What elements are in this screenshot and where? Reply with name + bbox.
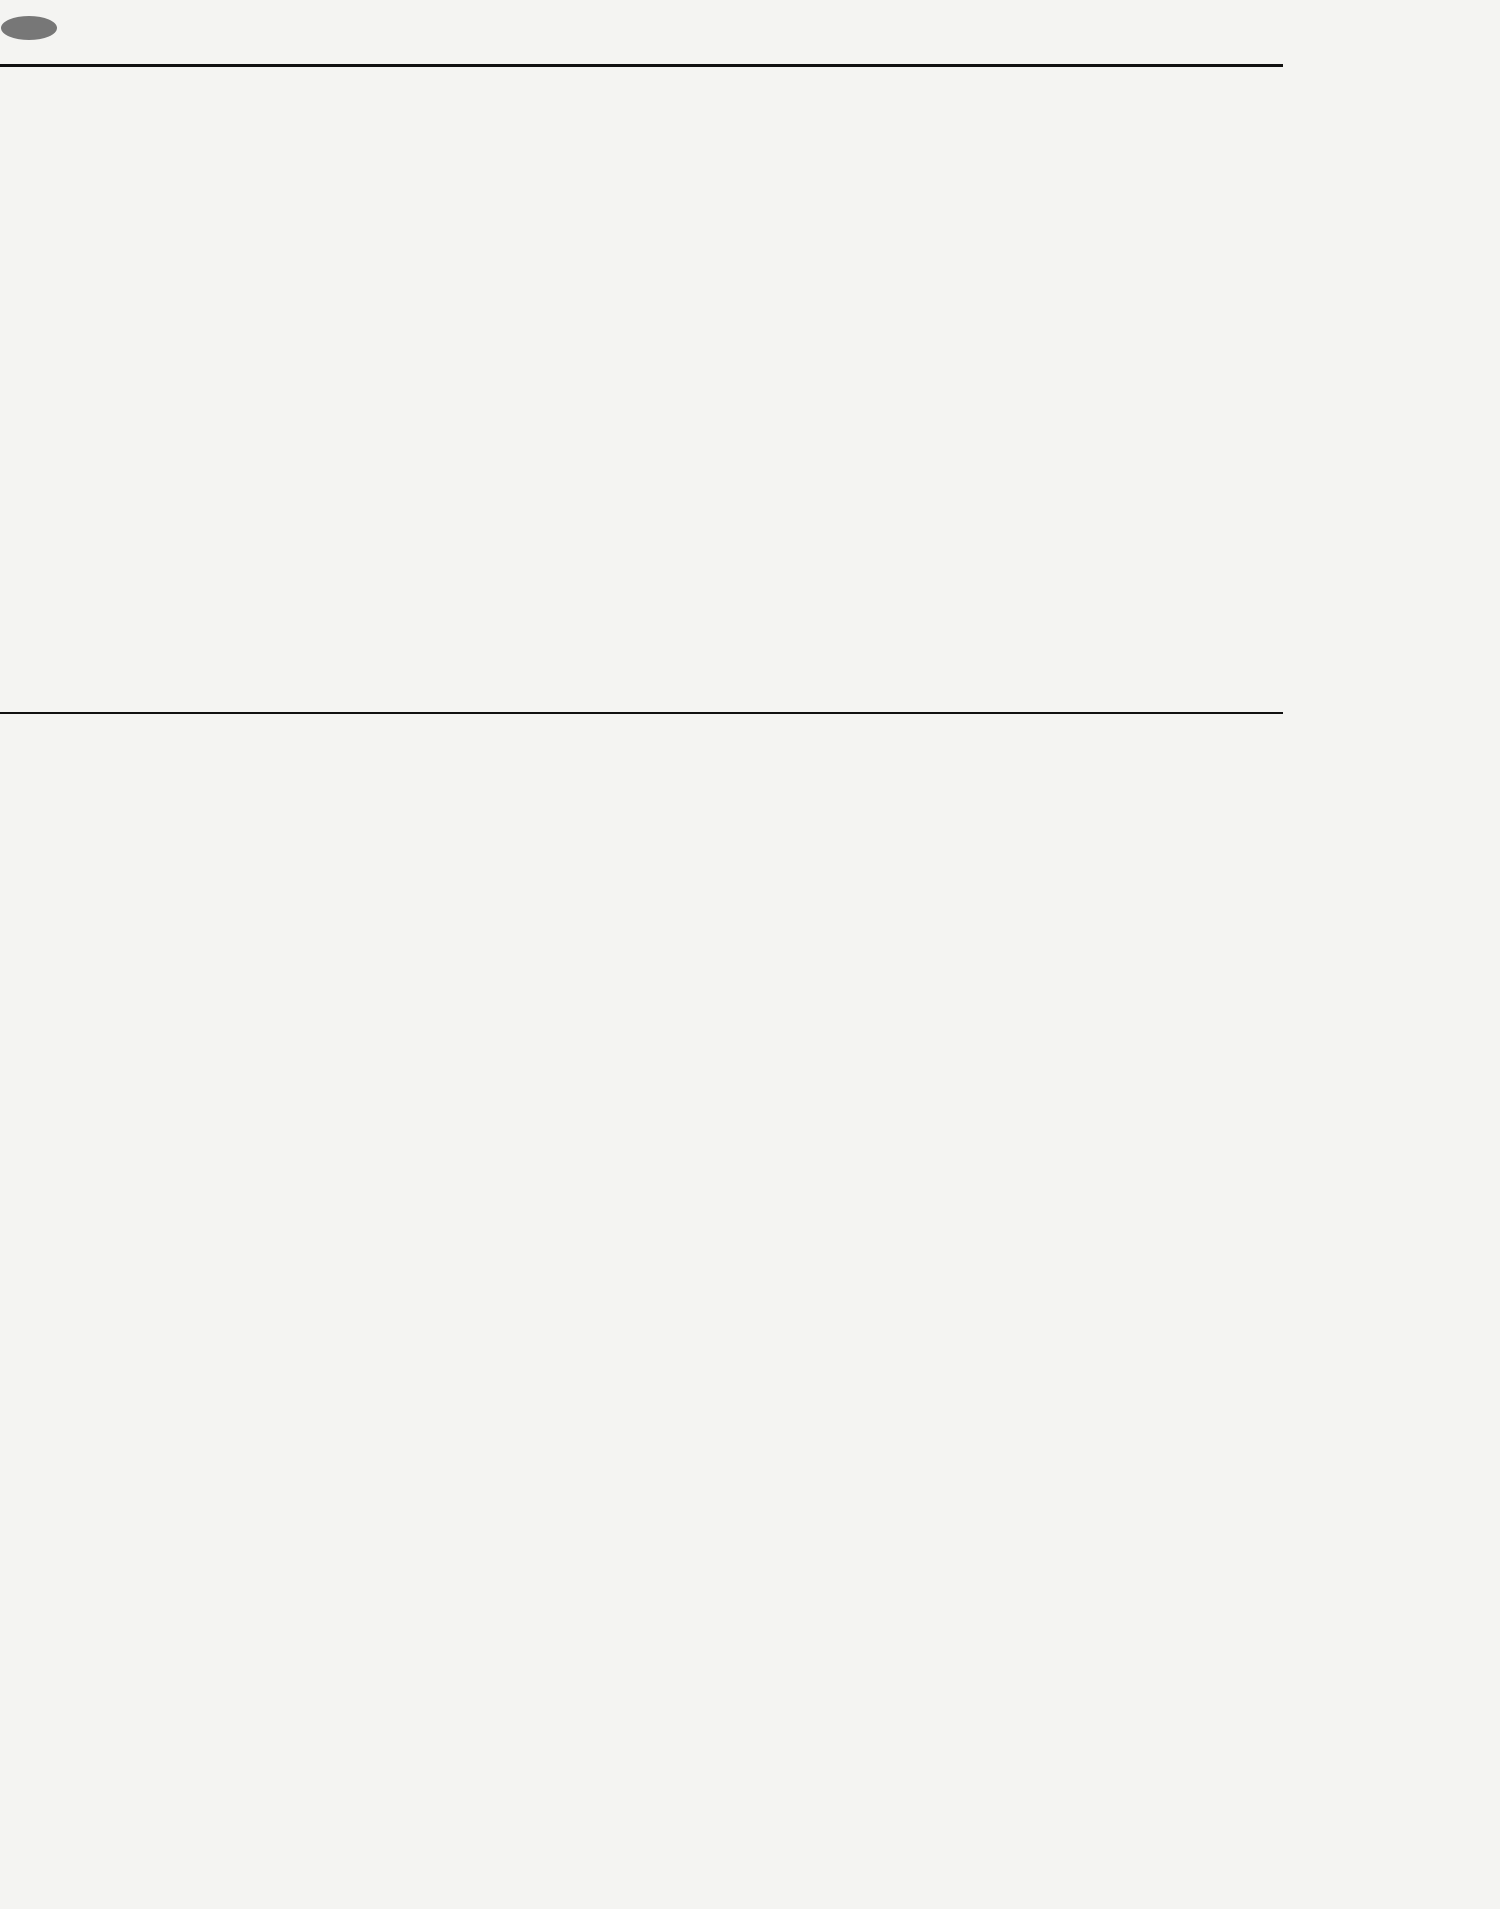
header-rule — [0, 64, 1283, 67]
article-column — [2, 876, 236, 1656]
page-badge-icon — [0, 6, 58, 40]
article-column — [1050, 275, 1284, 697]
article-column — [262, 275, 496, 697]
page-number-badge — [0, 6, 58, 40]
article-column — [262, 834, 496, 1656]
article-column — [522, 634, 756, 1656]
article-column — [784, 275, 1018, 697]
article-column — [2, 312, 236, 697]
